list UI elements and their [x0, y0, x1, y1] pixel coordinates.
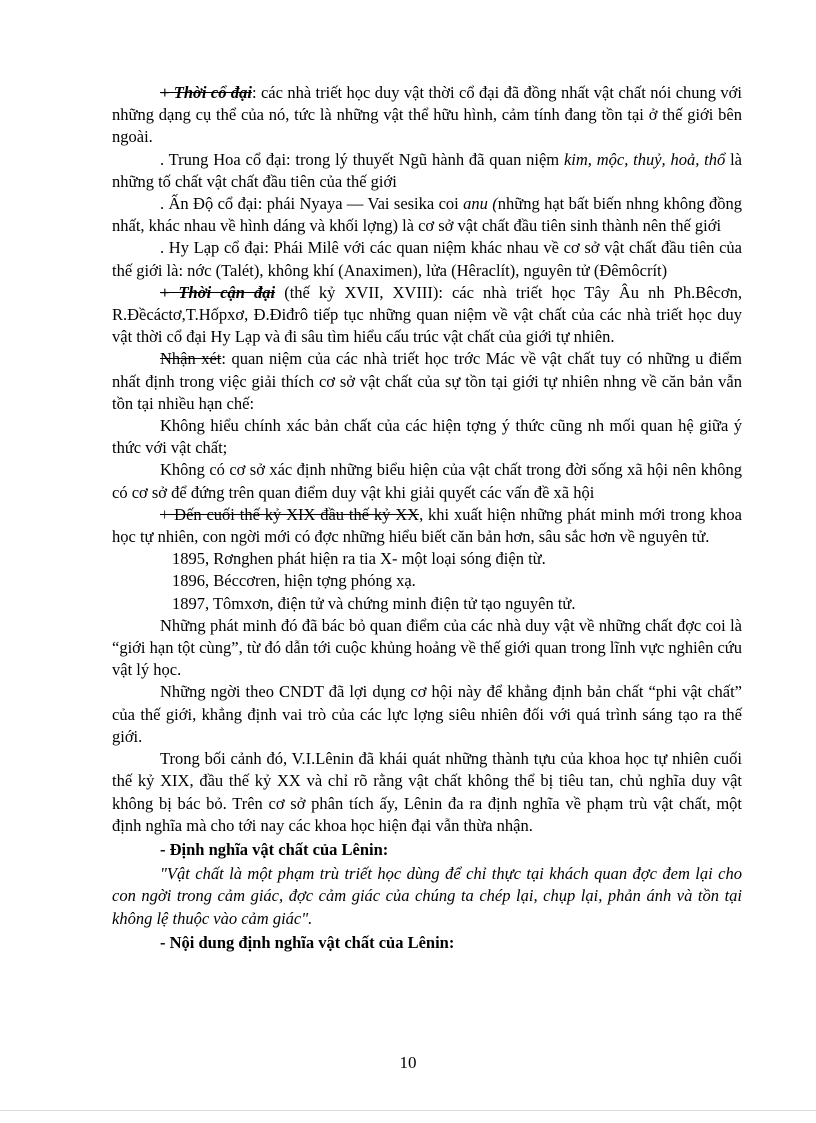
paragraph-remark [112, 348, 742, 415]
paragraph-late-19th [112, 504, 742, 548]
paragraph-text: , khi xuất hiện những phát minh mới trong khoa học tự nhiên, con ngời mới có đợc những hiểu biết căn bản hơn, sâu sắc hơn về nguyên tử. [112, 504, 742, 547]
discovery-item: 1897, Tômxơn, điện tử và chứng minh điện tử tạo nguyên tử. [172, 593, 576, 613]
heading-modern-era: + Thời cận đại [160, 282, 276, 302]
discovery-item: 1896, Béccơren, hiện tợng phóng xạ. [172, 571, 416, 591]
paragraph-lenin: Trong bối cảnh đó, V.I.Lênin đã khái quát những thành tựu của khoa học tự nhiên cuối thế kỷ XIX, đầu thế kỷ XX và chỉ rõ rằng vật chất không thể bị tiêu tan, chủ nghĩa duy vật không bị bác bỏ. Trên cơ sở phân tích ấy, Lênin đa ra định nghĩa về phạm trù vật chất, một định nghĩa mà cho tới nay các khoa học hiện đại vẫn thừa nhận. [112, 749, 742, 835]
page-number: 10 [399, 1053, 417, 1072]
lenin-definition-quote: "Vật chất là một phạm trù triết học dùng để chỉ thực tại khách quan đợc đem lại cho con ngời trong cảm giác, đợc cảm giác của chúng ta chép lại, chụp lại, phản ánh và tồn tại không lệ thuộc vào cảm giác". [112, 864, 742, 928]
paragraph-china [112, 149, 742, 193]
remark-label: Nhận xét [160, 349, 222, 369]
paragraph-text: (thế kỷ XVII, XVIII): các nhà triết học Tây Âu nh Ph.Bêcơn, R.Đềcáctơ,T.Hốpxơ, Đ.Điđrô tiếp tục những quan niệm về vật chất của các nhà triết học duy vật thời cổ đại Hy Lạp và đi sâu tìm hiểu cấu trúc vật chất của giới tự nhiên. [112, 282, 742, 347]
paragraph-limitation-2: Không có cơ sở xác định những biểu hiện của vật chất trong đời sống xã hội nên không có cơ sở để đứng trên quan điểm duy vật khi giải quyết các vấn đề xã hội [112, 460, 742, 502]
heading-ancient-era: + Thời cổ đại [160, 83, 252, 102]
paragraph-text: . Trung Hoa cổ đại: trong lý thuyết Ngũ hành đã quan niệm [160, 149, 564, 169]
heading-definition-content: - Nội dung định nghĩa vật chất của Lênin: [160, 932, 455, 952]
heading-late-19th: + Đến cuối thế kỷ XIX đầu thế kỷ XX [160, 504, 420, 524]
paragraph-limitation-1: Không hiểu chính xác bản chất của các hiện tợng ý thức cũng nh mối quan hệ giữa ý thức với vật chất; [112, 416, 742, 458]
paragraph-discoveries-effect: Những phát minh đó đã bác bỏ quan điểm của các nhà duy vật về những chất đợc coi là “giới hạn tột cùng”, từ đó dẫn tới cuộc khủng hoảng về thế giới quan trong lĩnh vực nghiên cứu vật lý học. [112, 615, 742, 680]
paragraph-text: : các nhà triết học duy vật thời cổ đại đã đồng nhất vật chất nói chung với những dạng cụ thể của nó, tức là những vật thể hữu hình, cảm tính đang tồn tại ở thế giới bên ngoài. [112, 83, 742, 147]
paragraph-india [112, 193, 742, 237]
paragraph-idealists: Những ngời theo CNDT đã lợi dụng cơ hội này để khẳng định bản chất “phi vật chất” của thế giới, khẳng định vai trò của các lực lợng siêu nhiên đối với quá trình sáng tạo ra thế giới. [112, 682, 742, 746]
page-bottom-divider [0, 1110, 816, 1111]
paragraph-text: : quan niệm của các nhà triết học trớc Mác về vật chất tuy có những u điểm nhất định trong việc giải thích cơ sở vật chất của sự tồn tại giới tự nhiên nhng về căn bản vẫn tồn tại nhiều hạn chế: [112, 349, 742, 413]
paragraph-ancient-era [112, 82, 742, 149]
paragraph-modern-era [112, 282, 742, 349]
five-elements-text: kim, mộc, thuỷ, hoả, thổ [563, 149, 726, 169]
document-body [112, 82, 742, 956]
discovery-item: 1895, Rơnghen phát hiện ra tia X- một loại sóng điện từ. [172, 549, 546, 569]
paragraph-text: những hạt bất biến nhng không đồng nhất, khác nhau về hình dáng và khối lợng) là cơ sở vật chất đầu tiên sinh thành nên thế giới [112, 194, 742, 236]
heading-lenin-definition: - Định nghĩa vật chất của Lênin: [160, 839, 389, 859]
paragraph-text: . Ấn Độ cổ đại: phái Nyaya — Vai sesika coi [160, 194, 464, 214]
paragraph-text: là những tố chất vật chất đầu tiên của thế giới [112, 149, 742, 191]
anu-text: anu ( [463, 194, 498, 214]
paragraph-greece: . Hy Lạp cổ đại: Phái Milê với các quan niệm khác nhau về cơ sở vật chất đầu tiên của thế giới là: nớc (Talét), không khí (Anaximen), lửa (Hêraclít), nguyên tử (Đêmôcrít) [112, 238, 742, 280]
